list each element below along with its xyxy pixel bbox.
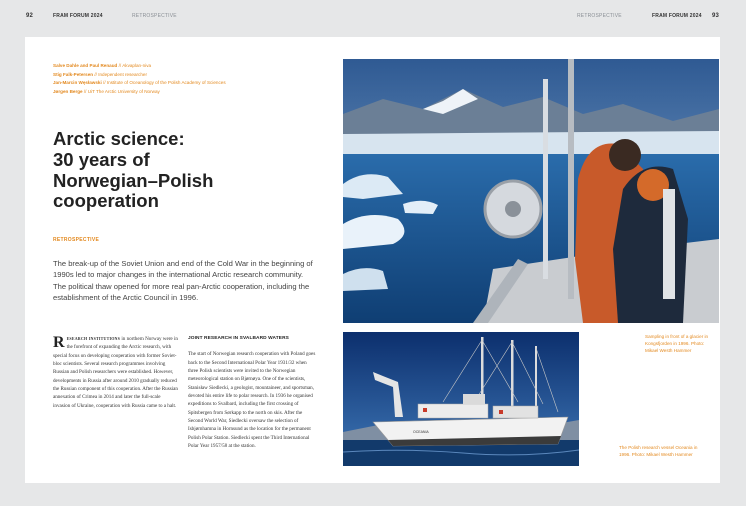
page-spread <box>25 37 720 483</box>
right-section-label: RETROSPECTIVE <box>577 13 622 19</box>
drop-cap: R <box>53 334 65 351</box>
author-line: Salve Dahle and Paul Renaud // Akvaplan-niva <box>53 63 152 68</box>
glacier-sampling-photo <box>343 59 719 323</box>
section-kicker: RETROSPECTIVE <box>53 237 100 243</box>
body-column-1: Research institutions in northern Norway were in the forefront of expanding the Arctic research, with special focus on developing cooperation with former Soviet-bloc scientists. Several research programmes involving Russian and Polish researchers were established. However, developments in Russia after around 2010 gradually reduced the Russian component of this cooperation. After the Russian annexation of Crimea in 2014 and later the full-scale invasion of Ukraine, cooperation with Russia came to a halt. <box>53 334 178 409</box>
body-paragraph: The start of Norwegian research cooperation with Poland goes back to the Second International Polar Year 1931/32 when three Polish scientists were invited to the Norwegian meteorological station on Bjørnøya. One of the scientists, Stanisław Siedlecki, a geologist, mountaineer, and sportsman, devoted his entire life to polar research. In 1936 he organised expeditions to Svalbard, including the first crossing of Spitsbergen from Sørkapp to the north on skis. After the Second World War, Siedlecki oversaw the selection of Isbjørnhamna in Hornsund as the location for the permanent Polish Polar Station. Siedlecki spent the Third International Polar Year 1957/58 at the station. <box>188 351 316 450</box>
research-vessel-photo <box>343 332 579 466</box>
lead-paragraph: The break-up of the Soviet Union and end of the Cold War in the beginning of 1990s led to major changes in the international Arctic research community. The political thaw opened for more real pan-Arctic cooperation, including the establishment of the Arctic Council in 1996. <box>53 259 313 303</box>
left-page-number: 92 <box>26 13 34 19</box>
ship-name-lettering: OCEANIA <box>413 430 429 434</box>
left-section-label: RETROSPECTIVE <box>132 13 177 19</box>
left-running-title: FRAM FORUM 2024 <box>53 13 103 19</box>
photo-caption-1: Sampling in front of a glacier in Kongsfjorden in 1996. Photo: Mikael Westh Hammer <box>645 334 709 354</box>
author-list <box>53 62 226 96</box>
body-column-2 <box>188 335 318 450</box>
right-page-number: 93 <box>712 13 720 19</box>
author-line: Jan-Marcin Węsławski // Institute of Oceanology of the Polish Academy of Sciences <box>53 80 226 86</box>
right-running-title: FRAM FORUM 2024 <box>652 13 702 19</box>
author-line: Stig Falk-Petersen // Independent researcher <box>53 71 147 77</box>
author-line: Jørgen Berge // UiT The Arctic University of Norway <box>53 88 160 94</box>
photo-caption-2: The Polish research vessel Oceania in 1996. Photo: Mikael Westh Hammer <box>619 445 698 458</box>
article-title: Arctic science: 30 years of Norwegian–Polish cooperation <box>53 128 214 212</box>
section-heading: JOINT RESEARCH IN SVALBARD WATERS <box>188 336 289 341</box>
